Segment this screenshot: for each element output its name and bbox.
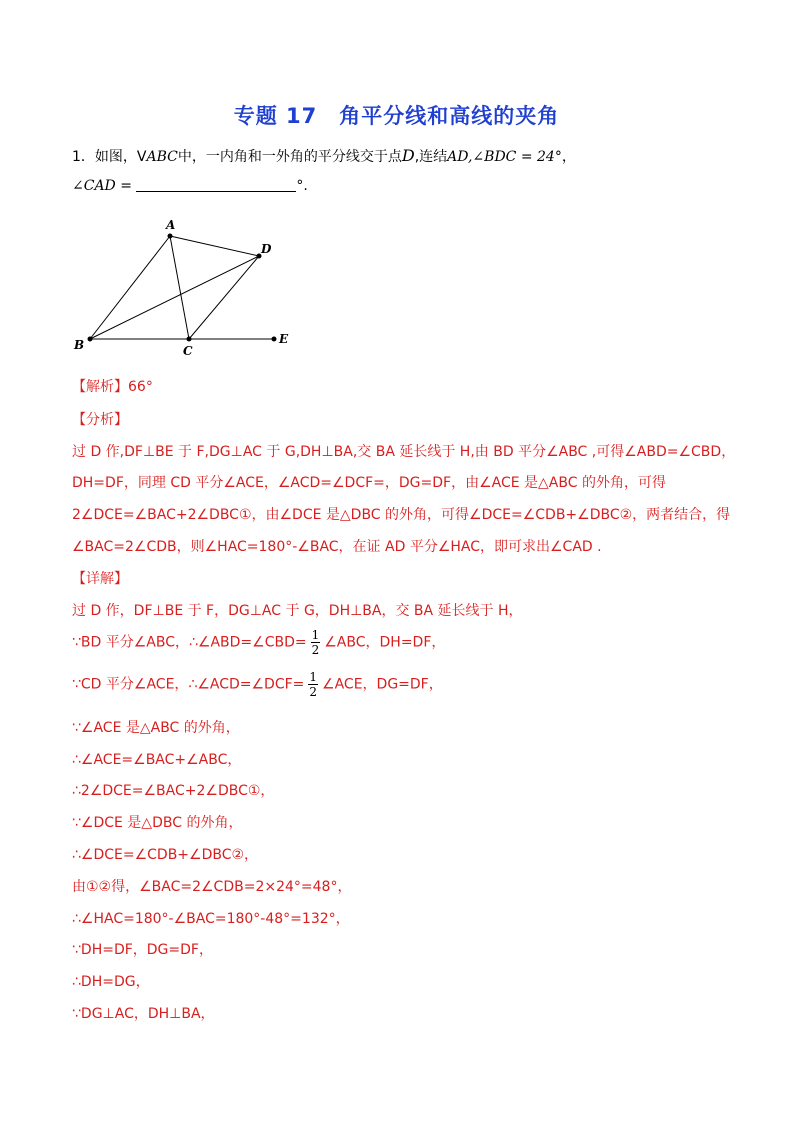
detail-line-2-rest: ∠ABC，DH=DF，	[324, 634, 446, 651]
detail-line-11: ∵DH=DF，DG=DF，	[72, 942, 213, 958]
detail-line-12: ∴DH=DG，	[72, 974, 150, 990]
line-ad	[170, 236, 259, 256]
fraction-denominator: 2	[311, 643, 320, 657]
question-line-1	[72, 146, 576, 166]
answer-blank	[136, 177, 296, 192]
analysis-line-2: DH=DF，同理 CD 平分∠ACE，∠ACD=∠DCF=，DG=DF，由∠ACE 是△ABC 的外角，可得	[72, 475, 666, 491]
label-a: A	[166, 218, 176, 232]
detail-tag: 【详解】	[72, 571, 128, 587]
label-e: E	[279, 332, 289, 346]
geometry-figure	[72, 210, 302, 360]
question-text-2: 中，一内角和一外角的平分线交于点	[177, 149, 402, 165]
analysis-line-4: ∠BAC=2∠CDB，则∠HAC=180°-∠BAC，在证 AD 平分∠HAC，即可求出∠CAD .	[72, 539, 602, 555]
detail-line-2	[72, 628, 445, 657]
point-a-dot	[168, 234, 173, 239]
line-cd	[189, 256, 259, 339]
fraction-numerator: 1	[311, 628, 320, 642]
label-d: D	[261, 242, 272, 256]
line-bd	[90, 256, 259, 339]
point-d: D	[401, 146, 415, 165]
detail-line-7: ∵∠DCE 是△DBC 的外角，	[72, 815, 243, 831]
triangle-name: ABC	[146, 149, 178, 165]
label-c: C	[183, 344, 193, 358]
analysis-line-1: 过 D 作,DF⊥BE 于 F,DG⊥AC 于 G,DH⊥BA,交 BA 延长线于 H,由 BD 平分∠ABC ,可得∠ABD=∠CBD，	[72, 444, 736, 460]
detail-line-3-rest: ∠ACE，DG=DF，	[322, 676, 443, 693]
line-ba	[90, 236, 170, 339]
line-ac	[170, 236, 189, 339]
detail-line-8: ∴∠DCE=∠CDB+∠DBC②，	[72, 847, 259, 863]
page-title: 专题 17 角平分线和高线的夹角	[233, 104, 560, 128]
question-text-3: ,连结	[414, 149, 448, 165]
detail-line-9: 由①②得，∠BAC=2∠CDB=2×24°=48°，	[72, 879, 352, 895]
detail-line-1: 过 D 作，DF⊥BE 于 F，DG⊥AC 于 G，DH⊥BA，交 BA 延长线于 H，	[72, 603, 523, 619]
detail-line-2-text: ∵BD 平分∠ABC，∴∠ABD=∠CBD=	[72, 634, 307, 651]
point-b-dot	[88, 337, 93, 342]
label-b: B	[74, 338, 85, 352]
fraction-half	[311, 628, 321, 657]
point-e-dot	[272, 337, 277, 342]
detail-line-13: ∵DG⊥AC，DH⊥BA，	[72, 1006, 215, 1022]
detail-line-5: ∴∠ACE=∠BAC+∠ABC，	[72, 752, 242, 768]
point-c-dot	[187, 337, 192, 342]
question-text: 1．如图，V	[72, 149, 147, 165]
detail-line-3-text: ∵CD 平分∠ACE，∴∠ACD=∠DCF=	[72, 676, 305, 693]
fraction-numerator-2: 1	[309, 670, 318, 684]
analysis-line-3: 2∠DCE=∠BAC+2∠DBC①，由∠DCE 是△DBC 的外角，可得∠DCE=∠CDB+∠DBC②，两者结合，得	[72, 507, 731, 523]
answer-value: 66°	[128, 379, 153, 395]
answer-tag: 【解析】	[72, 379, 128, 395]
fraction-half-2	[308, 670, 318, 699]
detail-line-3	[72, 670, 443, 699]
angle-cad: ∠CAD =	[72, 178, 132, 194]
question-text-end: ，	[561, 149, 576, 165]
segment-ad: AD	[447, 149, 468, 165]
detail-line-4: ∵∠ACE 是△ABC 的外角，	[72, 720, 240, 736]
question-line-2	[72, 177, 308, 194]
detail-line-6: ∴2∠DCE=∠BAC+2∠DBC①，	[72, 783, 275, 799]
analysis-tag: 【分析】	[72, 412, 128, 428]
detail-line-10: ∴∠HAC=180°-∠BAC=180°-48°=132°，	[72, 911, 350, 927]
fraction-denominator-2: 2	[309, 685, 318, 699]
angle-condition: ,∠BDC = 24°	[467, 149, 562, 165]
answer-line	[72, 376, 153, 396]
degree-suffix: °.	[296, 178, 308, 194]
